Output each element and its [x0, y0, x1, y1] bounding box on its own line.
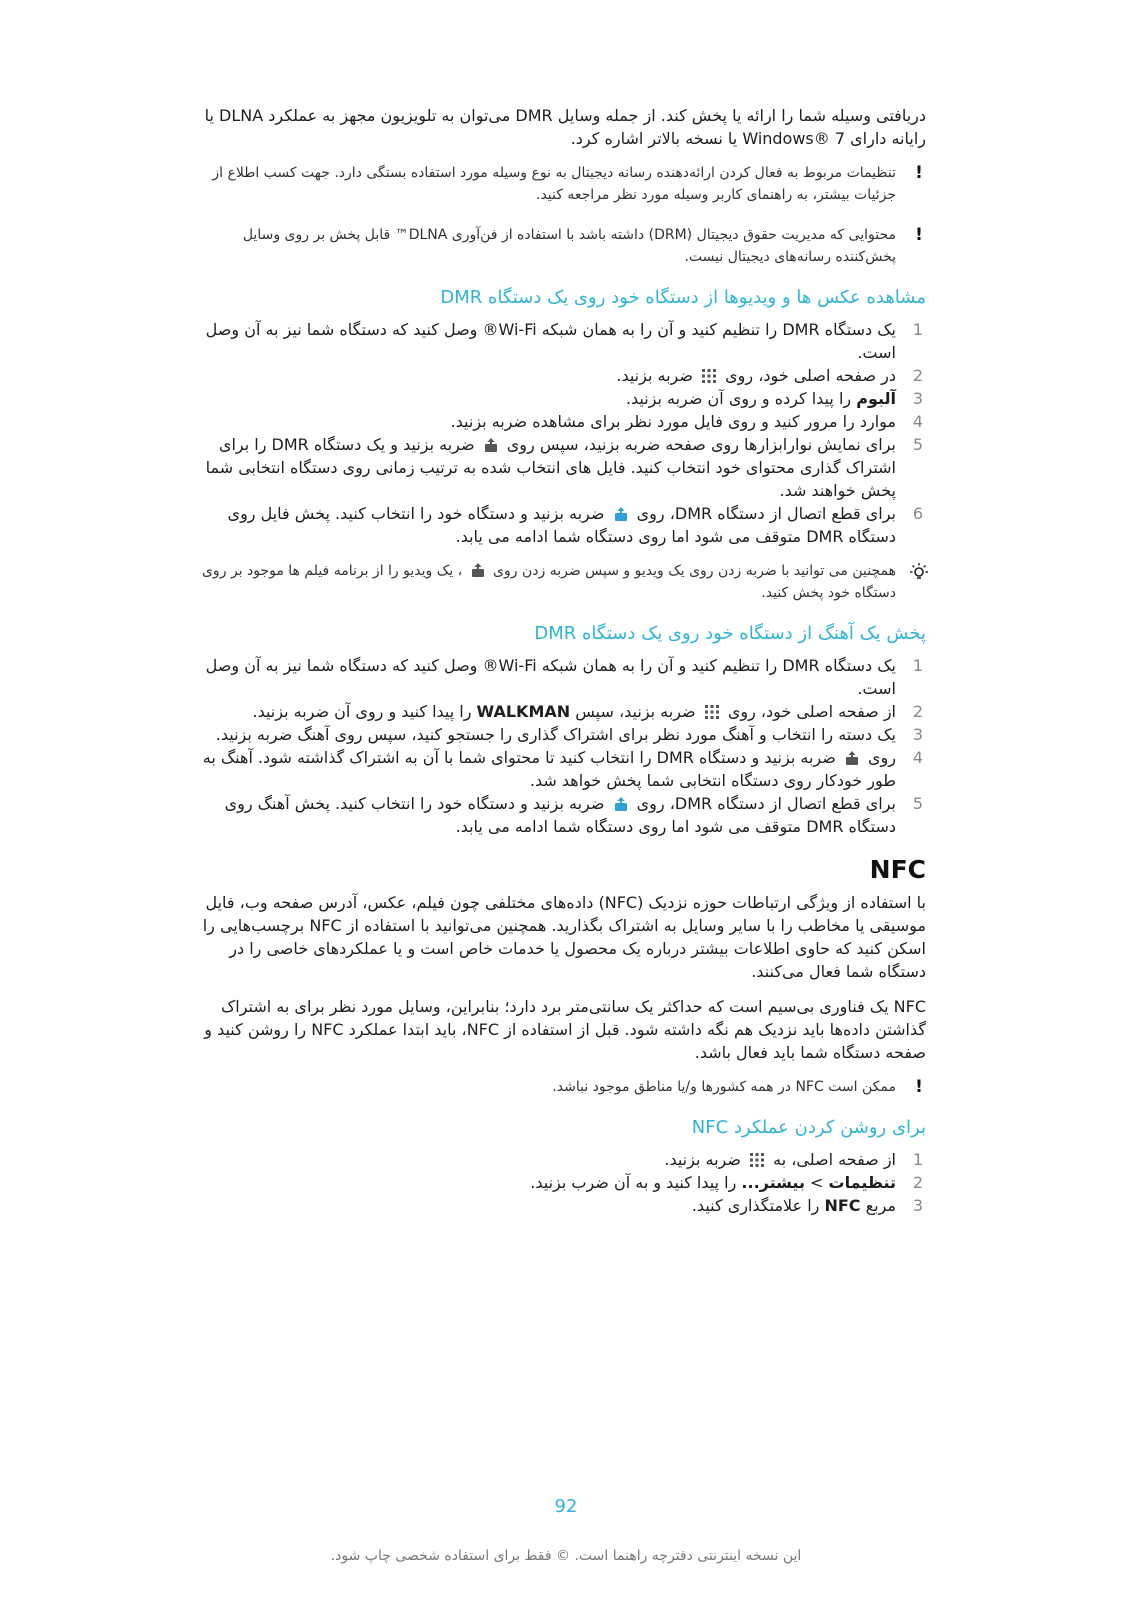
list-item: 5 برای نمایش نوارابزارها روی صفحه ضربه بزنید، سپس روی ضربه بزنید و یک دستگاه DMR را برای اشتراک گذاری محتوای خود انتخاب کنید. فایل های انتخاب شده به ترتیب زمانی روی دستگاه انتخابی شما پخش خواهند شد.: [205, 435, 924, 500]
section-play-song-steps: [196, 654, 926, 838]
list-item: 1 یک دستگاه DMR را تنظیم کنید و آن را به همان شبکه Wi-Fi® وصل کنید که دستگاه شما نیز به آن وصل است.: [205, 320, 924, 362]
list-item: 1 از صفحه اصلی، به ضربه بزنید.: [664, 1150, 924, 1169]
list-item: 3 مربع NFC را علامتگذاری کنید.: [691, 1196, 924, 1215]
exclamation-note-icon: !: [915, 225, 923, 245]
list-item: 3 آلبوم را پیدا کرده و روی آن ضربه بزنید.: [625, 389, 924, 408]
exclamation-note-icon: !: [915, 1077, 923, 1097]
page-number: 92: [554, 1496, 578, 1517]
nfc-heading: NFC: [869, 855, 926, 884]
list-item: 1 یک دستگاه DMR را تنظیم کنید و آن را به همان شبکه Wi-Fi® وصل کنید که دستگاه شما نیز به آن وصل است.: [205, 656, 924, 698]
list-item: 4 موارد را مرور کنید و روی فایل مورد نظر برای مشاهده ضربه بزنید.: [450, 412, 924, 431]
note-drm: [196, 224, 926, 268]
note-text: محتوایی که مدیریت حقوق دیجیتال (DRM) داشته باشد با استفاده از فن‌آوری DLNA™ قابل پخش بر روی وسایل پخش‌کننده رسانه‌های دیجیتال نیست.: [242, 227, 896, 265]
section-play-song-title: پخش یک آهنگ از دستگاه خود روی یک دستگاه DMR: [534, 623, 926, 644]
exclamation-note-icon: !: [915, 163, 923, 183]
list-item: 2 از صفحه اصلی خود، روی ضربه بزنید، سپس WALKMAN را پیدا کنید و روی آن ضربه بزنید.: [252, 702, 924, 721]
intro-paragraph: دریافتی وسیله شما را ارائه یا پخش کند. از جمله وسایل DMR می‌توان به تلویزیون مجهز به عملکرد DLNA یا رایانه دارای Windows® 7 یا نسخه بالاتر اشاره کرد.: [204, 106, 926, 148]
list-item: 2 تنظیمات > بیشتر... را پیدا کنید و به آن ضرب بزنید.: [530, 1173, 924, 1192]
section-enable-nfc-steps: [196, 1148, 926, 1217]
list-item: 5 برای قطع اتصال از دستگاه DMR، روی ضربه بزنید و دستگاه خود را انتخاب کنید. پخش آهنگ روی دستگاه DMR متوقف می شود اما روی دستگاه شما ادامه می یابد.: [224, 794, 924, 836]
apps-grid-icon: [750, 1153, 764, 1167]
list-item: 2 در صفحه اصلی خود، روی ضربه بزنید.: [616, 366, 924, 385]
share-icon: [614, 507, 628, 521]
share-icon: [471, 563, 485, 577]
page-footer: این نسخه اینترنتی دفترچه راهنما است. © فقط برای استفاده شخصی چاپ شود.: [330, 1548, 802, 1564]
manual-page-content: [196, 104, 926, 1229]
section-view-photos-title: مشاهده عکس ها و ویدیوها از دستگاه خود روی یک دستگاه DMR: [440, 287, 926, 308]
note-dmr-settings: [196, 162, 926, 206]
note-text: ممکن است NFC در همه کشورها و/یا مناطق موجود نباشد.: [552, 1079, 896, 1095]
tip-note: همچنین می توانید با ضربه زدن روی یک ویدیو و سپس ضربه زدن روی ، یک ویدیو را از برنامه فیلم ها موجود بر روی دستگاه خود پخش کنید.: [196, 560, 926, 604]
note-nfc-availability: [196, 1076, 926, 1098]
apps-grid-icon: [702, 369, 716, 383]
share-icon: [614, 797, 628, 811]
nfc-paragraph: NFC یک فناوری بی‌سیم است که حداکثر یک سانتی‌متر برد دارد؛ بنابراین، وسایل مورد نظر برای به اشتراک گذاشتن داده‌ها باید نزدیک هم نگه داشته شود. قبل از استفاده از NFC، باید ابتدا عملکرد NFC را روشن کنید و صفحه دستگاه شما باید فعال باشد.: [204, 997, 926, 1062]
lightbulb-tip-icon: [908, 562, 930, 582]
apps-grid-icon: [705, 705, 719, 719]
section-view-photos-steps: [196, 318, 926, 548]
list-item: 3 یک دسته را انتخاب و آهنگ مورد نظر برای اشتراک گذاری را جستجو کنید، سپس روی آهنگ ضربه بزنید.: [215, 725, 924, 744]
section-enable-nfc-title: برای روشن کردن عملکرد NFC: [691, 1117, 926, 1138]
list-item: 6 برای قطع اتصال از دستگاه DMR، روی ضربه بزنید و دستگاه خود را انتخاب کنید. پخش فایل روی دستگاه DMR متوقف می شود اما روی دستگاه شما ادامه می یابد.: [227, 504, 924, 546]
share-icon: [845, 751, 859, 765]
nfc-paragraph: با استفاده از ویژگی ارتباطات حوزه نزدیک (NFC) داده‌های مختلفی چون فیلم، عکس، آدرس صفحه وب، فایل موسیقی یا مخاطب را با سایر وسایل به اشتراک بگذارید. همچنین می‌توانید با استفاده از NFC برچسب‌هایی را اسکن کنید که حاوی اطلاعات بیشتر درباره یک محصول یا خدمات خاص است و یا عملکردهای خاصی را در دستگاه شما فعال می‌کنند.: [202, 893, 926, 981]
note-text: تنظیمات مربوط به فعال کردن ارائه‌دهنده رسانه دیجیتال به نوع وسیله مورد استفاده بستگی دارد. جهت کسب اطلاع از جزئیات بیشتر، به راهنمای کاربر وسیله مورد نظر مراجعه کنید.: [212, 165, 896, 203]
list-item: 4 روی ضربه بزنید و دستگاه DMR را انتخاب کنید تا محتوای شما با آن به اشتراک گذاشته شود. آهنگ به طور خودکار روی دستگاه انتخابی شما پخش خواهد شد.: [202, 748, 924, 790]
share-icon: [484, 438, 498, 452]
